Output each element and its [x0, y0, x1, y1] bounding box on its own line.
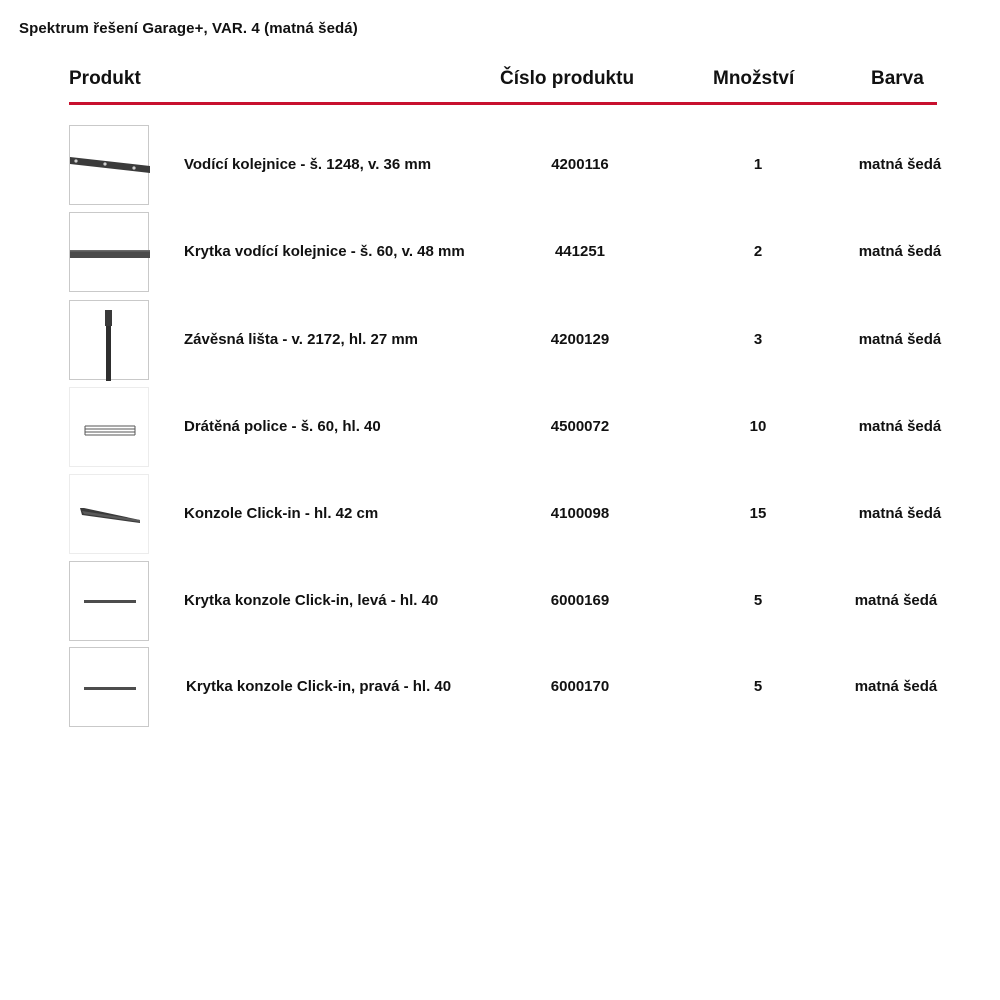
- product-name: Krytka konzole Click-in, pravá - hl. 40: [186, 678, 452, 695]
- bracket-icon: [69, 474, 149, 554]
- product-code: 441251: [554, 243, 606, 260]
- product-color: matná šedá: [858, 505, 942, 522]
- product-color: matná šedá: [858, 418, 942, 435]
- product-name: Krytka vodící kolejnice - š. 60, v. 48 mm: [184, 243, 465, 260]
- product-quantity: 15: [749, 505, 767, 522]
- product-color: matná šedá: [858, 331, 942, 348]
- product-code: 4500072: [550, 418, 610, 435]
- column-header-code: Číslo produktu: [500, 68, 635, 89]
- column-header-quantity: Množství: [713, 68, 795, 89]
- rail-icon: [69, 125, 149, 205]
- bracket-cover-left-icon: [69, 561, 149, 641]
- product-color: matná šedá: [858, 156, 942, 173]
- rail-cover-icon: [69, 212, 149, 292]
- product-name: Krytka konzole Click-in, levá - hl. 40: [184, 592, 439, 609]
- product-code: 4200129: [550, 331, 610, 348]
- bracket-cover-right-icon: [69, 647, 149, 727]
- wire-shelf-icon: [69, 387, 149, 467]
- product-quantity: 5: [753, 678, 763, 695]
- product-color: matná šedá: [854, 592, 938, 609]
- product-code: 6000170: [550, 678, 610, 695]
- header-divider: [69, 102, 937, 105]
- page-title: Spektrum řešení Garage+, VAR. 4 (matná šedá): [19, 20, 358, 37]
- product-quantity: 10: [749, 418, 767, 435]
- product-name: Vodící kolejnice - š. 1248, v. 36 mm: [184, 156, 432, 173]
- product-name: Konzole Click-in - hl. 42 cm: [184, 505, 379, 522]
- product-quantity: 3: [753, 331, 763, 348]
- product-name: Závěsná lišta - v. 2172, hl. 27 mm: [184, 331, 419, 348]
- product-quantity: 5: [753, 592, 763, 609]
- product-code: 4200116: [551, 156, 609, 173]
- product-quantity: 1: [753, 156, 763, 173]
- product-quantity: 2: [753, 243, 763, 260]
- product-color: matná šedá: [858, 243, 942, 260]
- column-header-color: Barva: [871, 68, 924, 89]
- product-name: Drátěná police - š. 60, hl. 40: [184, 418, 381, 435]
- product-code: 6000169: [550, 592, 610, 609]
- hanging-bar-icon: [69, 300, 149, 380]
- column-header-product: Produkt: [69, 68, 141, 89]
- product-color: matná šedá: [854, 678, 938, 695]
- product-code: 4100098: [550, 505, 610, 522]
